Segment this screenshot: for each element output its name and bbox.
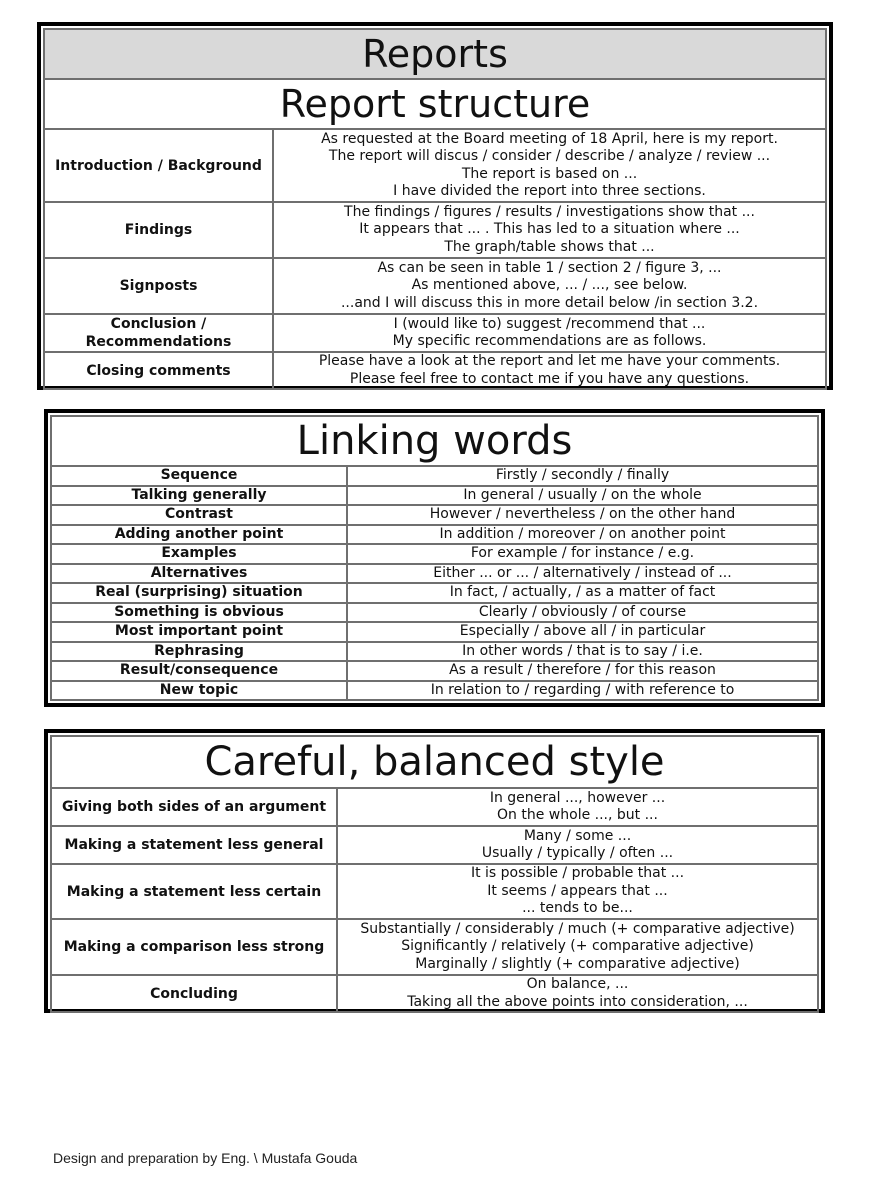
row-label: Introduction / Background <box>44 129 273 202</box>
row-content: In general / usually / on the whole <box>347 486 818 506</box>
row-content: However / nevertheless / on the other hand <box>347 505 818 525</box>
row-content: As requested at the Board meeting of 18 April, here is my report. The report will discus / consider / describe / analyze / review ... The report is based on ... I have divided the report into three sections. <box>273 129 826 202</box>
row-label: Examples <box>51 544 347 564</box>
row-label: Making a statement less general <box>51 826 337 864</box>
row-content: For example / for instance / e.g. <box>347 544 818 564</box>
table-row <box>51 583 818 603</box>
table-row <box>44 258 826 314</box>
table-row <box>51 975 818 1012</box>
row-content: Either ... or ... / alternatively / instead of ... <box>347 564 818 584</box>
row-label: Making a statement less certain <box>51 864 337 919</box>
table-row <box>51 622 818 642</box>
table-row <box>51 788 818 826</box>
table-row <box>44 202 826 258</box>
row-content: Substantially / considerably / much (+ comparative adjective) Significantly / relatively (+ comparative adjective) Marginally / slightly (+ comparative adjective) <box>337 919 818 975</box>
row-label: Result/consequence <box>51 661 347 681</box>
row-label: Talking generally <box>51 486 347 506</box>
table-row <box>51 642 818 662</box>
row-label: Closing comments <box>44 352 273 389</box>
table-row <box>51 505 818 525</box>
row-label: Contrast <box>51 505 347 525</box>
row-label: Concluding <box>51 975 337 1012</box>
table-row <box>51 544 818 564</box>
table-row <box>44 314 826 352</box>
row-label: Giving both sides of an argument <box>51 788 337 826</box>
row-label: Adding another point <box>51 525 347 545</box>
footer-credit: Design and preparation by Eng. \ Mustafa Gouda <box>53 1150 358 1166</box>
row-label: Findings <box>44 202 273 258</box>
row-content: On balance, ... Taking all the above points into consideration, ... <box>337 975 818 1012</box>
row-content: Many / some ... Usually / typically / often ... <box>337 826 818 864</box>
row-content: Please have a look at the report and let me have your comments. Please feel free to contact me if you have any questions. <box>273 352 826 389</box>
reports-title: Reports <box>44 29 826 79</box>
row-content: As a result / therefore / for this reason <box>347 661 818 681</box>
row-label: Rephrasing <box>51 642 347 662</box>
row-content: In addition / moreover / on another point <box>347 525 818 545</box>
row-label: Something is obvious <box>51 603 347 623</box>
row-label: Making a comparison less strong <box>51 919 337 975</box>
table-row <box>51 864 818 919</box>
row-label: Most important point <box>51 622 347 642</box>
row-content: In other words / that is to say / i.e. <box>347 642 818 662</box>
careful-style-table <box>50 735 819 1013</box>
row-label: Conclusion / Recommendations <box>44 314 273 352</box>
table-row <box>51 919 818 975</box>
reports-table <box>43 28 827 390</box>
table-row <box>51 486 818 506</box>
linking-words-title: Linking words <box>51 416 818 466</box>
row-content: Firstly / secondly / finally <box>347 466 818 486</box>
linking-words-panel <box>44 409 825 707</box>
table-row <box>51 525 818 545</box>
row-label: Signposts <box>44 258 273 314</box>
row-label: Real (surprising) situation <box>51 583 347 603</box>
row-content: Clearly / obviously / of course <box>347 603 818 623</box>
row-content: I (would like to) suggest /recommend that ... My specific recommendations are as follows. <box>273 314 826 352</box>
table-row <box>44 352 826 389</box>
table-row <box>51 564 818 584</box>
table-row <box>44 129 826 202</box>
report-structure-title: Report structure <box>44 79 826 129</box>
row-content: In general ..., however ... On the whole ..., but ... <box>337 788 818 826</box>
table-row <box>51 826 818 864</box>
reports-panel <box>37 22 833 390</box>
row-label: Sequence <box>51 466 347 486</box>
row-content: Especially / above all / in particular <box>347 622 818 642</box>
row-content: As can be seen in table 1 / section 2 / figure 3, ... As mentioned above, ... / ..., see below. ...and I will discuss this in more detail below /in section 3.2. <box>273 258 826 314</box>
row-content: In relation to / regarding / with reference to <box>347 681 818 701</box>
row-content: The findings / figures / results / investigations show that ... It appears that ... . This has led to a situation where ... The graph/table shows that ... <box>273 202 826 258</box>
careful-style-panel <box>44 729 825 1013</box>
row-label: Alternatives <box>51 564 347 584</box>
row-content: In fact, / actually, / as a matter of fact <box>347 583 818 603</box>
linking-words-table <box>50 415 819 701</box>
table-row <box>51 603 818 623</box>
careful-style-title: Careful, balanced style <box>51 736 818 788</box>
table-row <box>51 661 818 681</box>
row-label: New topic <box>51 681 347 701</box>
row-content: It is possible / probable that ... It seems / appears that ... ... tends to be... <box>337 864 818 919</box>
table-row <box>51 681 818 701</box>
table-row <box>51 466 818 486</box>
